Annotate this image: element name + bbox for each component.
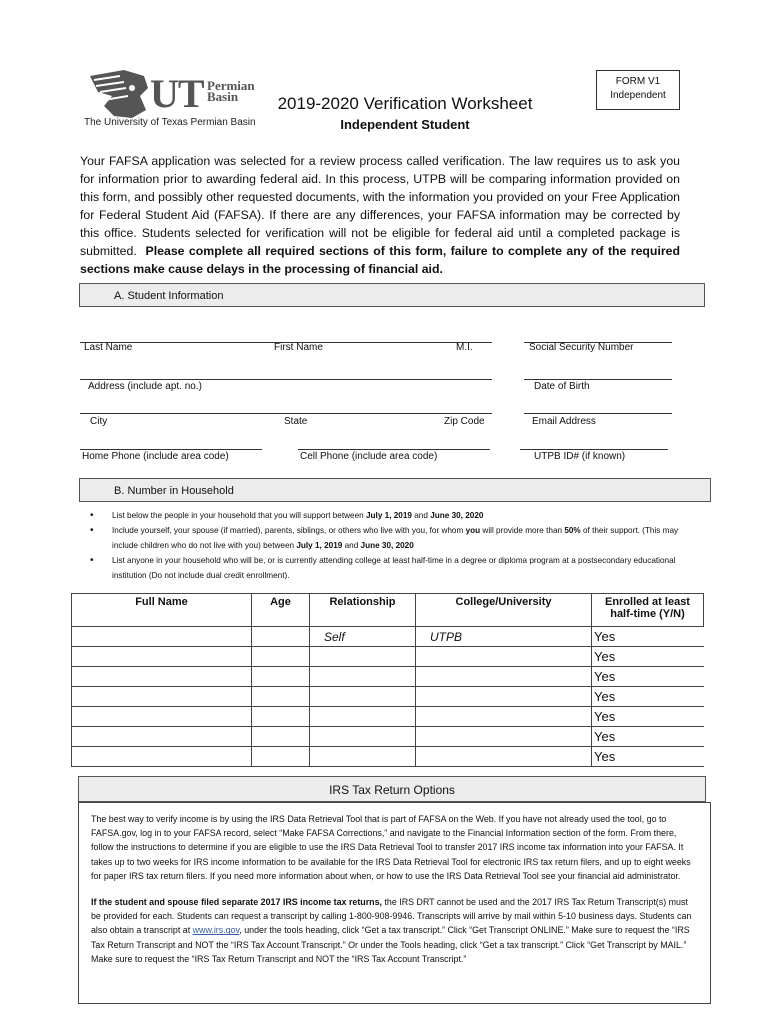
age-cell[interactable] [252, 627, 310, 647]
page-title-text: 2019-2020 Verification Worksheet [277, 94, 533, 113]
city-state-zip-line[interactable] [80, 413, 492, 414]
header-full-name: Full Name [72, 594, 252, 627]
table-row [72, 727, 704, 747]
age-cell[interactable] [252, 727, 310, 747]
dob-line[interactable] [524, 379, 672, 380]
table-row [72, 707, 704, 727]
table-row [72, 647, 704, 667]
intro-bold-text: Please complete all required sections of this form, failure to complete any of the required sections make cause delays in the processing of financial aid. [80, 244, 680, 276]
bullet2-and: and [342, 541, 361, 550]
form-code: FORM V1 [615, 76, 661, 87]
logo-subtitle: The University of Texas Permian Basin [84, 117, 256, 128]
irs-paragraph-2 [91, 895, 698, 966]
header-age: Age [252, 594, 310, 627]
logo-ut-text: UT [150, 71, 204, 116]
irs-paragraph-1: The best way to verify income is by using the IRS Data Retrieval Tool that is part of FAFSA on the Web. If you have not already used the tool, go to FAFSA.gov, log in to your FAFSA record, select “Make FAFSA Corrections,” and navigate to the Financial Information section of the form. From there, follow the instructions to determine if you are eligible to use the IRS Data Retrieval Tool to transfer 2017 IRS income tax information into your FAFSA. It takes up to two weeks for IRS income information to be available for the IRS Data Retrieval Tool for electronic IRS tax return filers, and up to eight weeks for paper IRS tax return filers. If you need more information about when, or how to use the IRS Data Retrieval Tool see your financial aid administrator. [91, 814, 691, 881]
college-cell[interactable] [416, 647, 592, 667]
zip-label: Zip Code [444, 416, 485, 427]
enrolled-cell[interactable]: Yes [592, 727, 704, 747]
name-cell[interactable] [72, 707, 252, 727]
state-label: State [284, 416, 308, 427]
section-b-header: B. Number in Household [79, 478, 711, 502]
bullet1-date2: June 30, 2020 [430, 511, 484, 520]
name-cell[interactable] [72, 627, 252, 647]
bullet2-text: Include yourself, your spouse (if married), parents, siblings, or others who live with you, for whom [112, 526, 466, 535]
household-table [71, 593, 704, 767]
age-cell[interactable] [252, 747, 310, 767]
section-a-header: A. Student Information [79, 283, 705, 307]
city-label: City [90, 416, 108, 427]
email-label: Email Address [532, 416, 596, 427]
enrolled-cell[interactable]: Yes [592, 647, 704, 667]
cell-phone-line[interactable] [298, 449, 490, 450]
enrolled-cell[interactable]: Yes [592, 687, 704, 707]
name-cell[interactable] [72, 687, 252, 707]
intro-text: Your FAFSA application was selected for a review process called verification. The law requires us to ask you for information prior to awarding federal aid. In this process, UTPB will be comparing information provided on this form, and possibly other requested documents, with the information you provided on your Free Application for Federal Student Aid (FAFSA). If there are any differences, your FAFSA information may be corrected by this office. Students selected for verification will not be eligible for federal aid until a completed package is submitted. [80, 154, 680, 258]
college-cell[interactable]: UTPB [416, 627, 592, 647]
relationship-cell[interactable] [310, 747, 416, 767]
relationship-cell[interactable] [310, 647, 416, 667]
college-cell[interactable] [416, 707, 592, 727]
first-name-label: First Name [274, 342, 323, 353]
page-subtitle [0, 117, 770, 132]
relationship-cell[interactable] [310, 667, 416, 687]
table-row [72, 747, 704, 767]
college-cell[interactable] [416, 667, 592, 687]
age-cell[interactable] [252, 667, 310, 687]
logo-basin: Basin [207, 89, 239, 104]
home-phone-label: Home Phone (include area code) [82, 451, 229, 462]
bullet1-text: List below the people in your household that you will support between [112, 511, 366, 520]
bullet2-pct: 50% [564, 526, 581, 535]
dob-label: Date of Birth [534, 381, 590, 392]
college-cell[interactable] [416, 727, 592, 747]
relationship-cell[interactable] [310, 727, 416, 747]
name-cell[interactable] [72, 647, 252, 667]
last-name-label: Last Name [84, 342, 133, 353]
irs-para2-text-a: the IRS DRT cannot be used and the 2017 IRS Tax Return Transcript(s) must be provided for each. Students can request a transcript by calling 1-800-908-9946. Transcripts will arrive by mail within 5-10 business days. Students can also obtain a transcript at [91, 897, 692, 936]
header-relationship: Relationship [310, 594, 416, 627]
bullet2-mid: will provide more than [480, 526, 565, 535]
home-phone-line[interactable] [80, 449, 262, 450]
ssn-label: Social Security Number [529, 342, 634, 353]
irs-para2-bold: If the student and spouse filed separate 2017 IRS income tax returns, [91, 897, 382, 908]
table-row [72, 627, 704, 647]
name-cell[interactable] [72, 667, 252, 687]
name-cell[interactable] [72, 747, 252, 767]
bullet1-date1: July 1, 2019 [365, 511, 412, 520]
table-row [72, 687, 704, 707]
enrolled-cell[interactable]: Yes [592, 667, 704, 687]
irs-section-header: IRS Tax Return Options [78, 776, 706, 802]
bullet2-you: you [465, 526, 481, 535]
relationship-cell[interactable] [310, 687, 416, 707]
household-instructions [90, 508, 690, 583]
college-cell[interactable] [416, 747, 592, 767]
utpb-id-line[interactable] [520, 449, 668, 450]
age-cell[interactable] [252, 647, 310, 667]
irs-gov-link[interactable]: www.irs.gov [192, 925, 240, 936]
bullet2-date1: July 1, 2019 [296, 541, 343, 550]
logo-permian: Permian [207, 78, 255, 93]
address-label: Address (include apt. no.) [88, 381, 202, 392]
mi-label: M.I. [456, 342, 473, 353]
table-row [72, 667, 704, 687]
bullet2-post: of their support. (This may include children who do not live with you) between [112, 526, 679, 550]
college-cell[interactable] [416, 687, 592, 707]
enrolled-cell[interactable]: Yes [592, 707, 704, 727]
irs-options-box [78, 802, 711, 1004]
utpb-id-label: UTPB ID# (if known) [534, 451, 626, 462]
enrolled-cell[interactable]: Yes [592, 747, 704, 767]
relationship-cell[interactable] [310, 707, 416, 727]
name-cell[interactable] [72, 727, 252, 747]
bullet-item [90, 523, 690, 553]
address-line[interactable] [80, 379, 492, 380]
irs-para2-text-b: , under the tools heading, click “Get a tax transcript.” Click “Get Transcript ONLINE.” Make sure to request the “IRS Tax Return Transcript and NOT the “IRS Tax Account Transcript.” Or under the Tools heading, click “Get a tax transcript.” Click “Get Transcript by MAIL.” Make sure to request the “IRS Tax Return Transcript and NOT the “IRS Tax Account Transcript.” [91, 925, 690, 964]
cell-phone-label: Cell Phone (include area code) [300, 451, 438, 462]
bullet2-date2: June 30, 2020 [360, 541, 414, 550]
bullet-item [90, 508, 690, 523]
form-type: Independent [610, 90, 666, 101]
page-subtitle-text: Independent Student [340, 117, 470, 132]
header-college: College/University [416, 594, 592, 627]
bullet1-and: and [411, 511, 431, 520]
page-title [0, 94, 770, 114]
email-line[interactable] [524, 413, 672, 414]
age-cell[interactable] [252, 707, 310, 727]
relationship-cell[interactable]: Self [310, 627, 416, 647]
header-enrolled: Enrolled at least half-time (Y/N) [592, 594, 704, 627]
enrolled-cell[interactable]: Yes [592, 627, 704, 647]
intro-paragraph [80, 152, 680, 278]
bullet-item: • List anyone in your household who will be, or is currently attending college at least half-time in a degree or diploma program at a postsecondary educational institution (Do not include dual credit enrollment). [90, 553, 690, 583]
age-cell[interactable] [252, 687, 310, 707]
